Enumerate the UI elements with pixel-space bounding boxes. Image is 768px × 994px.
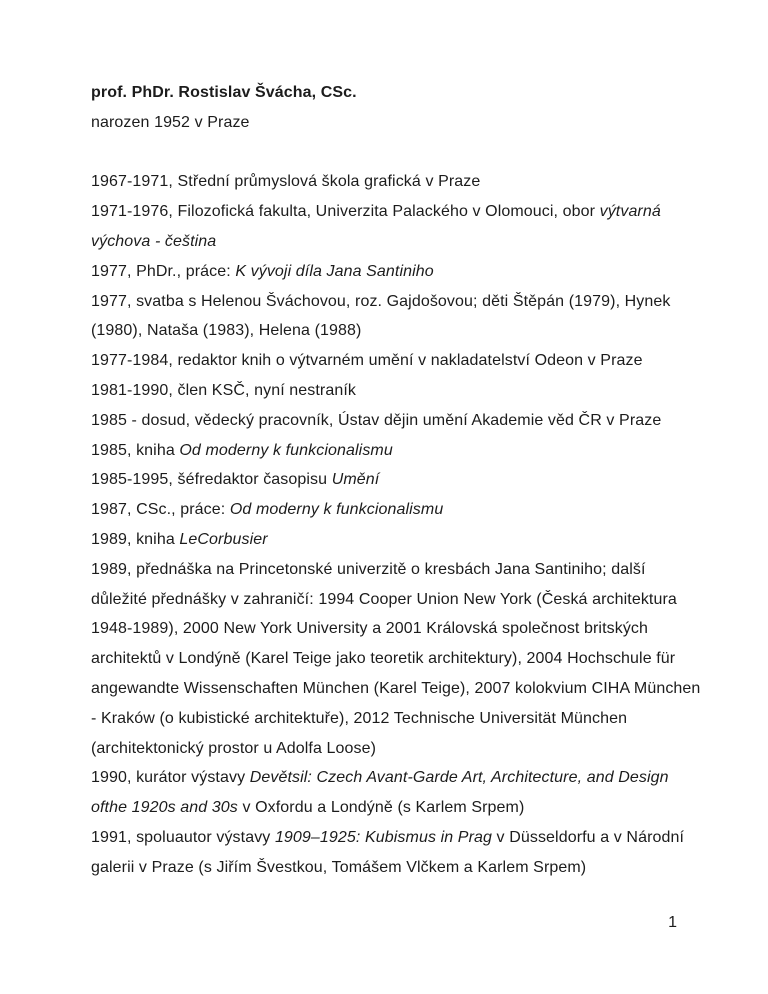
text-run: Devětsil: Czech Avant-Garde Art, Architecture, and Design <box>249 769 669 787</box>
text-run: 1990, kurátor výstavy <box>91 769 250 787</box>
text-run: 1989, přednáška na Princetonské univerzitě o kresbách Jana Santiniho; další <box>91 560 646 578</box>
text-line <box>91 167 731 197</box>
text-run: 1971-1976, Filozofická fakulta, Univerzita Palackého v Olomouci, obor <box>91 203 600 221</box>
text-run: 1977-1984, redaktor knih o výtvarném umění v nakladatelství Odeon v Praze <box>91 352 643 370</box>
text-line <box>91 78 731 108</box>
text-run: 1985 - dosud, vědecký pracovník, Ústav dějin umění Akademie věd ČR v Praze <box>91 411 662 429</box>
text-run: výchova - čeština <box>91 232 217 250</box>
text-run: v Düsseldorfu a v Národní <box>492 828 685 846</box>
text-line <box>91 614 731 644</box>
text-run: 1985, kniha <box>91 441 180 459</box>
text-run: K vývoji díla Jana Santiniho <box>235 262 434 280</box>
text-run: 1985-1995, šéfredaktor časopisu <box>91 471 332 489</box>
text-run: galerii v Praze (s Jiřím Švestkou, Tomášem Vlčkem a Karlem Srpem) <box>91 858 587 876</box>
document-text <box>91 78 731 883</box>
text-run: 1991, spoluautor výstavy <box>91 828 275 846</box>
text-line <box>91 495 731 525</box>
text-line <box>91 287 731 317</box>
text-run: ofthe 1920s and 30s <box>91 799 238 817</box>
text-line <box>91 138 731 168</box>
text-run: 1909–1925: Kubismus in Prag <box>274 828 493 846</box>
text-line <box>91 406 731 436</box>
text-line <box>91 674 731 704</box>
page-number: 1 <box>668 914 677 931</box>
text-run: - Kraków (o kubistické architektuře), 2012 Technische Universität München <box>91 709 628 727</box>
text-run: LeCorbusier <box>179 530 268 548</box>
text-line <box>91 823 731 853</box>
text-run: prof. PhDr. Rostislav Švácha, CSc. <box>91 84 357 101</box>
text-line <box>91 734 731 764</box>
text-run: 1987, CSc., práce: <box>91 501 230 519</box>
text-run: výtvarná <box>599 203 661 221</box>
text-line <box>91 644 731 674</box>
text-line <box>91 346 731 376</box>
text-line <box>91 525 731 555</box>
text-line <box>91 704 731 734</box>
text-run: důležité přednášky v zahraničí: 1994 Cooper Union New York (Česká architektura <box>91 590 677 608</box>
text-run: (architektonický prostor u Adolfa Loose) <box>91 739 377 757</box>
text-line <box>91 793 731 823</box>
text-run: 1989, kniha <box>91 530 180 548</box>
text-line <box>91 227 731 257</box>
text-line <box>91 585 731 615</box>
text-line <box>91 316 731 346</box>
text-run: 1981-1990, člen KSČ, nyní nestraník <box>91 381 356 399</box>
text-line <box>91 376 731 406</box>
text-run: 1977, PhDr., práce: <box>91 262 236 280</box>
text-line <box>91 257 731 287</box>
text-line <box>91 853 731 883</box>
text-line <box>91 555 731 585</box>
text-run: angewandte Wissenschaften München (Karel Teige), 2007 kolokvium CIHA München <box>91 679 701 697</box>
text-run: 1977, svatba s Helenou Šváchovou, roz. Gajdošovou; děti Štěpán (1979), Hynek <box>91 292 671 310</box>
text-run: Od moderny k funkcionalismu <box>179 441 393 459</box>
text-run: 1948-1989), 2000 New York University a 2001 Královská společnost britských <box>91 620 649 638</box>
text-run: architektů v Londýně (Karel Teige jako teoretik architektury), 2004 Hochschule für <box>91 650 676 668</box>
text-run: Umění <box>331 471 380 489</box>
text-run: narozen 1952 v Praze <box>91 113 250 131</box>
text-run: 1967-1971, Střední průmyslová škola grafická v Praze <box>91 173 481 191</box>
text-line <box>91 436 731 466</box>
text-line <box>91 108 731 138</box>
text-line <box>91 197 731 227</box>
text-run: v Oxfordu a Londýně (s Karlem Srpem) <box>237 799 525 817</box>
text-line <box>91 465 731 495</box>
text-run: (1980), Nataša (1983), Helena (1988) <box>91 322 362 340</box>
text-run: Od moderny k funkcionalismu <box>229 501 444 519</box>
text-line <box>91 763 731 793</box>
